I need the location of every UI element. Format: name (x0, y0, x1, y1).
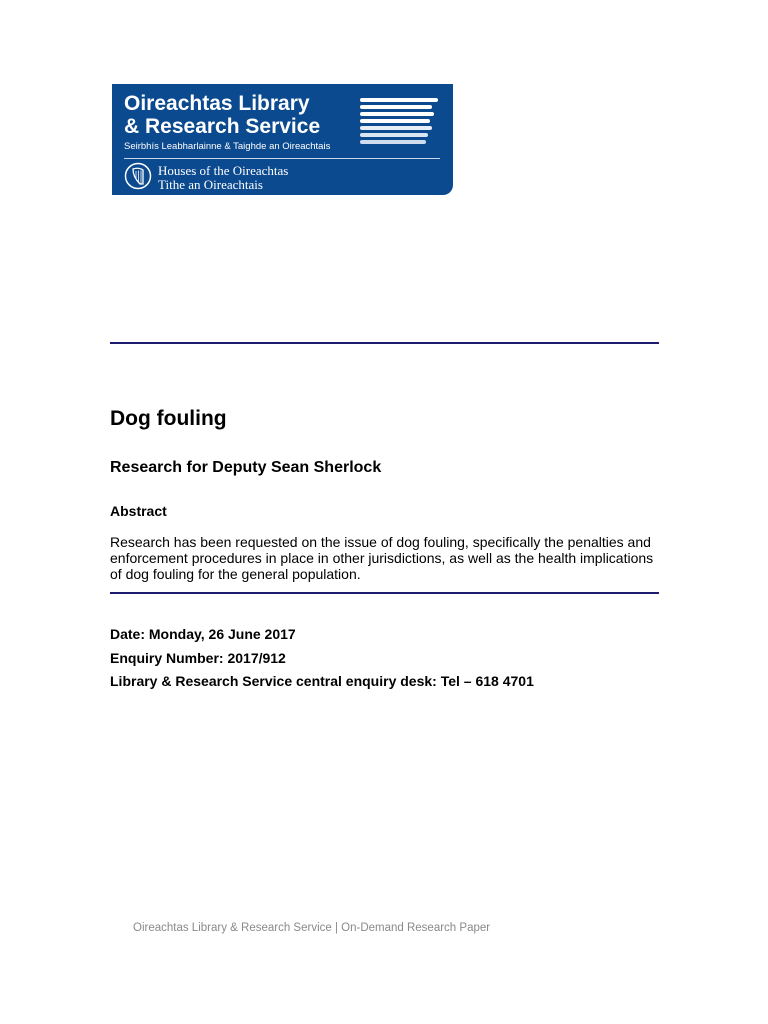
document-subtitle: Research for Deputy Sean Sherlock (110, 459, 382, 476)
logo-title-line1: Oireachtas Library (124, 92, 310, 115)
document-date: Date: Monday, 26 June 2017 (110, 626, 296, 642)
stripes-icon (358, 96, 442, 148)
enquiry-desk-contact: Library & Research Service central enquiry desk: Tel – 618 4701 (110, 673, 534, 689)
abstract-heading: Abstract (110, 503, 167, 519)
tithe-an-oireachtais-label: Tithe an Oireachtais (158, 177, 263, 192)
logo-irish-subtitle: Seirbhís Leabharlainne & Taighde an Oireachtais (124, 141, 331, 152)
logo-title-line2: & Research Service (124, 115, 321, 138)
enquiry-number: Enquiry Number: 2017/912 (110, 650, 286, 666)
harp-emblem-icon (124, 162, 152, 190)
top-divider (110, 342, 659, 344)
document-title: Dog fouling (110, 407, 227, 430)
houses-of-oireachtas-label: Houses of the Oireachtas (158, 163, 289, 178)
page-footer: Oireachtas Library & Research Service | On-Demand Research Paper (133, 922, 491, 934)
abstract-text: Research has been requested on the issue of dog fouling, specifically the penalties and enforcement procedures in place in other jurisdictions, as well as the health implications of dog fouling for the general population. (110, 534, 654, 582)
oireachtas-logo (112, 84, 453, 195)
logo-divider (124, 158, 440, 159)
abstract-divider (110, 592, 659, 594)
